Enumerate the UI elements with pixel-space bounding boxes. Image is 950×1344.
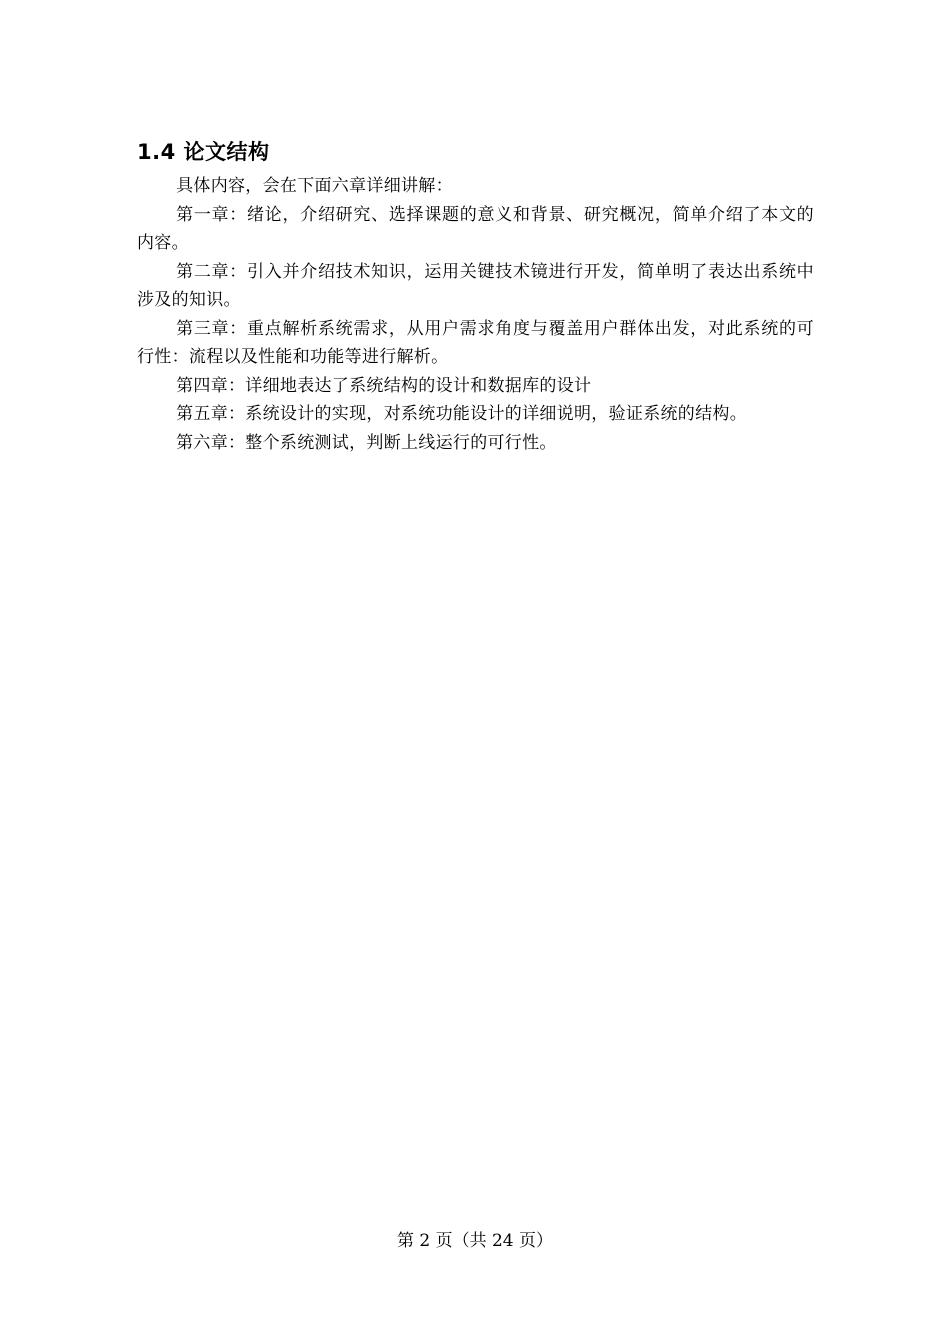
section-heading: 1.4 论文结构 <box>137 140 270 164</box>
paragraph-chapter-4: 第四章：详细地表达了系统结构的设计和数据库的设计 <box>176 375 592 396</box>
paragraph-chapter-1: 第一章：绪论，介绍研究、选择课题的意义和背景、研究概况，简单介绍了本文的内容。 <box>137 204 814 253</box>
page-content <box>137 136 814 457</box>
paragraph-chapter-2: 第二章：引入并介绍技术知识，运用关键技术镜进行开发，简单明了表达出系统中涉及的知识。 <box>137 261 814 310</box>
paragraph-intro: 具体内容，会在下面六章详细讲解： <box>176 176 453 196</box>
paragraph-chapter-5: 第五章：系统设计的实现，对系统功能设计的详细说明，验证系统的结构。 <box>176 404 747 424</box>
paragraph-chapter-3: 第三章：重点解析系统需求，从用户需求角度与覆盖用户群体出发，对此系统的可行性：流程以及性能和功能等进行解析。 <box>137 318 814 367</box>
paragraph-chapter-6: 第六章：整个系统测试，判断上线运行的可行性。 <box>176 432 557 453</box>
page-footer: 第 2 页（共 24 页） <box>396 1231 554 1251</box>
